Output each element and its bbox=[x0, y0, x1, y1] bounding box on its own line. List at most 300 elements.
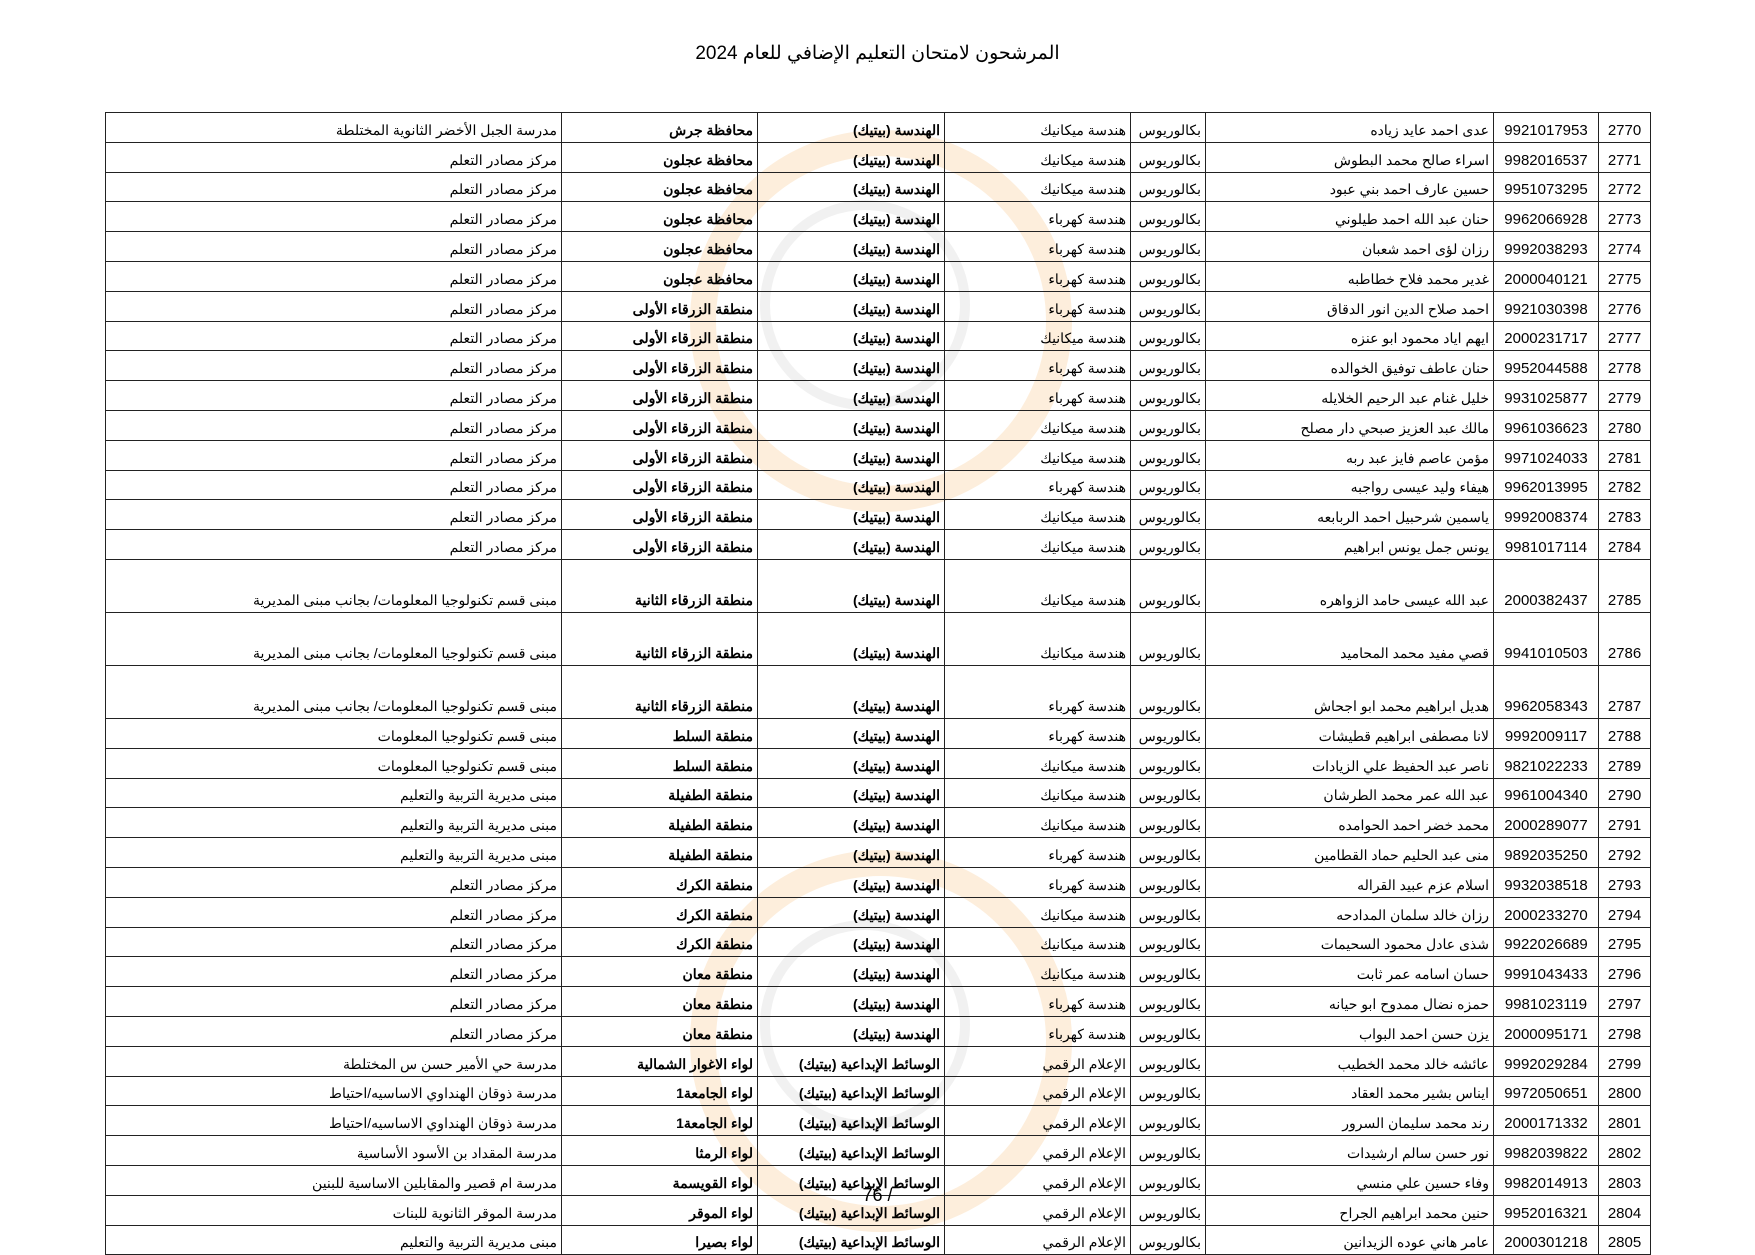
national-id-cell: 2000095171 bbox=[1494, 1016, 1599, 1046]
row-number-cell: 2786 bbox=[1599, 612, 1651, 665]
degree-cell: بكالوريوس bbox=[1131, 1136, 1206, 1166]
major-cell: هندسة ميكانيك bbox=[945, 410, 1131, 440]
table-row bbox=[106, 351, 1651, 381]
table-row bbox=[106, 1016, 1651, 1046]
degree-cell: بكالوريوس bbox=[1131, 1046, 1206, 1076]
table-row bbox=[106, 381, 1651, 411]
candidate-name-cell: حنان عاطف توفيق الخوالده bbox=[1206, 351, 1494, 381]
region-cell: محافظة عجلون bbox=[562, 142, 758, 172]
national-id-cell: 9941010503 bbox=[1494, 612, 1599, 665]
degree-cell: بكالوريوس bbox=[1131, 867, 1206, 897]
national-id-cell: 9931025877 bbox=[1494, 381, 1599, 411]
exam-center-cell: مدرسة حي الأمير حسن س المختلطة bbox=[106, 1046, 562, 1076]
faculty-cell: الهندسة (بيتيك) bbox=[758, 867, 945, 897]
national-id-cell: 9992008374 bbox=[1494, 500, 1599, 530]
national-id-cell: 9952044588 bbox=[1494, 351, 1599, 381]
row-number-cell: 2790 bbox=[1599, 778, 1651, 808]
candidate-name-cell: منى عبد الحليم حماد القطامين bbox=[1206, 838, 1494, 868]
degree-cell: بكالوريوس bbox=[1131, 321, 1206, 351]
candidate-name-cell: يزن حسن احمد البواب bbox=[1206, 1016, 1494, 1046]
degree-cell: بكالوريوس bbox=[1131, 1106, 1206, 1136]
degree-cell: بكالوريوس bbox=[1131, 748, 1206, 778]
candidate-name-cell: احمد صلاح الدين انور الدقاق bbox=[1206, 291, 1494, 321]
row-number-cell: 2797 bbox=[1599, 987, 1651, 1017]
table-row bbox=[106, 291, 1651, 321]
page-number: 76 / bbox=[862, 1185, 893, 1205]
row-number-cell: 2775 bbox=[1599, 261, 1651, 291]
candidate-name-cell: حسين عارف احمد بني عبود bbox=[1206, 172, 1494, 202]
table-row bbox=[106, 1046, 1651, 1076]
exam-center-cell: مبنى مديرية التربية والتعليم bbox=[106, 808, 562, 838]
major-cell: هندسة كهرباء bbox=[945, 202, 1131, 232]
faculty-cell: الوسائط الإبداعية (بيتيك) bbox=[758, 1046, 945, 1076]
degree-cell: بكالوريوس bbox=[1131, 440, 1206, 470]
row-number-cell: 2770 bbox=[1599, 113, 1651, 143]
national-id-cell: 9991043433 bbox=[1494, 957, 1599, 987]
faculty-cell: الوسائط الإبداعية (بيتيك) bbox=[758, 1136, 945, 1166]
table-body bbox=[106, 113, 1651, 1255]
candidate-name-cell: حنين محمد ابراهيم الجراح bbox=[1206, 1195, 1494, 1225]
table-row bbox=[106, 500, 1651, 530]
national-id-cell: 9982039822 bbox=[1494, 1136, 1599, 1166]
candidate-name-cell: ايناس بشير محمد العقاد bbox=[1206, 1076, 1494, 1106]
row-number-cell: 2777 bbox=[1599, 321, 1651, 351]
major-cell: هندسة ميكانيك bbox=[945, 927, 1131, 957]
candidate-name-cell: قصي مفيد محمد المحاميد bbox=[1206, 612, 1494, 665]
region-cell: محافظة جرش bbox=[562, 113, 758, 143]
faculty-cell: الهندسة (بيتيك) bbox=[758, 987, 945, 1017]
degree-cell: بكالوريوس bbox=[1131, 665, 1206, 718]
national-id-cell: 9992029284 bbox=[1494, 1046, 1599, 1076]
row-number-cell: 2778 bbox=[1599, 351, 1651, 381]
region-cell: منطقة الطفيلة bbox=[562, 808, 758, 838]
national-id-cell: 9992038293 bbox=[1494, 232, 1599, 262]
candidate-name-cell: عبد الله عمر محمد الطرشان bbox=[1206, 778, 1494, 808]
major-cell: الإعلام الرقمي bbox=[945, 1106, 1131, 1136]
national-id-cell: 9972050651 bbox=[1494, 1076, 1599, 1106]
table-row bbox=[106, 232, 1651, 262]
table-row bbox=[106, 665, 1651, 718]
national-id-cell: 2000233270 bbox=[1494, 897, 1599, 927]
degree-cell: بكالوريوس bbox=[1131, 172, 1206, 202]
degree-cell: بكالوريوس bbox=[1131, 232, 1206, 262]
degree-cell: بكالوريوس bbox=[1131, 808, 1206, 838]
exam-center-cell: مركز مصادر التعلم bbox=[106, 172, 562, 202]
region-cell: محافظة عجلون bbox=[562, 202, 758, 232]
candidate-name-cell: هديل ابراهيم محمد ابو اجحاش bbox=[1206, 665, 1494, 718]
table-row bbox=[106, 1076, 1651, 1106]
faculty-cell: الوسائط الإبداعية (بيتيك) bbox=[758, 1225, 945, 1255]
exam-center-cell: مركز مصادر التعلم bbox=[106, 867, 562, 897]
table-row bbox=[106, 410, 1651, 440]
exam-center-cell: مركز مصادر التعلم bbox=[106, 381, 562, 411]
national-id-cell: 2000289077 bbox=[1494, 808, 1599, 838]
row-number-cell: 2801 bbox=[1599, 1106, 1651, 1136]
row-number-cell: 2773 bbox=[1599, 202, 1651, 232]
candidate-name-cell: عامر هاني عوده الزيدانين bbox=[1206, 1225, 1494, 1255]
table-row bbox=[106, 987, 1651, 1017]
row-number-cell: 2789 bbox=[1599, 748, 1651, 778]
faculty-cell: الهندسة (بيتيك) bbox=[758, 612, 945, 665]
faculty-cell: الهندسة (بيتيك) bbox=[758, 381, 945, 411]
region-cell: منطقة الزرقاء الأولى bbox=[562, 351, 758, 381]
candidate-name-cell: حسان اسامه عمر ثابت bbox=[1206, 957, 1494, 987]
exam-center-cell: مركز مصادر التعلم bbox=[106, 530, 562, 560]
region-cell: منطقة الزرقاء الأولى bbox=[562, 410, 758, 440]
faculty-cell: الهندسة (بيتيك) bbox=[758, 1016, 945, 1046]
candidate-name-cell: مالك عبد العزيز صبحي دار مصلح bbox=[1206, 410, 1494, 440]
faculty-cell: الهندسة (بيتيك) bbox=[758, 351, 945, 381]
faculty-cell: الهندسة (بيتيك) bbox=[758, 321, 945, 351]
region-cell: لواء الرمثا bbox=[562, 1136, 758, 1166]
exam-center-cell: مركز مصادر التعلم bbox=[106, 410, 562, 440]
faculty-cell: الهندسة (بيتيك) bbox=[758, 927, 945, 957]
degree-cell: بكالوريوس bbox=[1131, 202, 1206, 232]
region-cell: لواء الجامعة1 bbox=[562, 1106, 758, 1136]
exam-center-cell: مدرسة الجبل الأخضر الثانوية المختلطة bbox=[106, 113, 562, 143]
exam-center-cell: مركز مصادر التعلم bbox=[106, 927, 562, 957]
row-number-cell: 2798 bbox=[1599, 1016, 1651, 1046]
region-cell: لواء الموقر bbox=[562, 1195, 758, 1225]
national-id-cell: 9981023119 bbox=[1494, 987, 1599, 1017]
major-cell: الإعلام الرقمي bbox=[945, 1076, 1131, 1106]
national-id-cell: 2000171332 bbox=[1494, 1106, 1599, 1136]
region-cell: منطقة الزرقاء الأولى bbox=[562, 291, 758, 321]
major-cell: هندسة كهرباء bbox=[945, 987, 1131, 1017]
row-number-cell: 2788 bbox=[1599, 718, 1651, 748]
region-cell: منطقة الزرقاء الثانية bbox=[562, 665, 758, 718]
region-cell: منطقة الزرقاء الأولى bbox=[562, 500, 758, 530]
row-number-cell: 2792 bbox=[1599, 838, 1651, 868]
region-cell: منطقة السلط bbox=[562, 748, 758, 778]
national-id-cell: 9921017953 bbox=[1494, 113, 1599, 143]
faculty-cell: الهندسة (بيتيك) bbox=[758, 232, 945, 262]
candidate-name-cell: محمد خضر احمد الحوامده bbox=[1206, 808, 1494, 838]
major-cell: هندسة كهرباء bbox=[945, 291, 1131, 321]
candidate-name-cell: نور حسن سالم ارشيدات bbox=[1206, 1136, 1494, 1166]
exam-center-cell: مركز مصادر التعلم bbox=[106, 440, 562, 470]
candidate-name-cell: عبد الله عيسى حامد الزواهره bbox=[1206, 559, 1494, 612]
row-number-cell: 2805 bbox=[1599, 1225, 1651, 1255]
candidate-name-cell: رزان لؤى احمد شعبان bbox=[1206, 232, 1494, 262]
row-number-cell: 2782 bbox=[1599, 470, 1651, 500]
exam-center-cell: مركز مصادر التعلم bbox=[106, 897, 562, 927]
major-cell: هندسة ميكانيك bbox=[945, 172, 1131, 202]
degree-cell: بكالوريوس bbox=[1131, 410, 1206, 440]
table-row bbox=[106, 838, 1651, 868]
degree-cell: بكالوريوس bbox=[1131, 838, 1206, 868]
exam-center-cell: مبنى قسم تكنولوجيا المعلومات bbox=[106, 718, 562, 748]
candidate-name-cell: حنان عبد الله احمد طيلوني bbox=[1206, 202, 1494, 232]
national-id-cell: 9892035250 bbox=[1494, 838, 1599, 868]
row-number-cell: 2794 bbox=[1599, 897, 1651, 927]
major-cell: هندسة ميكانيك bbox=[945, 808, 1131, 838]
faculty-cell: الوسائط الإبداعية (بيتيك) bbox=[758, 1106, 945, 1136]
region-cell: منطقة الكرك bbox=[562, 867, 758, 897]
candidate-name-cell: يونس جمل يونس ابراهيم bbox=[1206, 530, 1494, 560]
major-cell: الإعلام الرقمي bbox=[945, 1136, 1131, 1166]
table-row bbox=[106, 957, 1651, 987]
national-id-cell: 9961036623 bbox=[1494, 410, 1599, 440]
candidate-name-cell: غدير محمد فلاح خطاطبه bbox=[1206, 261, 1494, 291]
region-cell: منطقة السلط bbox=[562, 718, 758, 748]
degree-cell: بكالوريوس bbox=[1131, 500, 1206, 530]
national-id-cell: 2000040121 bbox=[1494, 261, 1599, 291]
faculty-cell: الهندسة (بيتيك) bbox=[758, 440, 945, 470]
exam-center-cell: مركز مصادر التعلم bbox=[106, 957, 562, 987]
major-cell: هندسة كهرباء bbox=[945, 718, 1131, 748]
exam-center-cell: مدرسة الموقر الثانوية للبنات bbox=[106, 1195, 562, 1225]
candidate-name-cell: رزان خالد سلمان المدادحه bbox=[1206, 897, 1494, 927]
degree-cell: بكالوريوس bbox=[1131, 113, 1206, 143]
national-id-cell: 9961004340 bbox=[1494, 778, 1599, 808]
region-cell: منطقة الطفيلة bbox=[562, 778, 758, 808]
degree-cell: بكالوريوس bbox=[1131, 381, 1206, 411]
table-row bbox=[106, 778, 1651, 808]
candidate-name-cell: ايهم اياد محمود ابو عنزه bbox=[1206, 321, 1494, 351]
page-title: المرشحون لامتحان التعليم الإضافي للعام 2024 bbox=[695, 43, 1060, 64]
exam-center-cell: مدرسة ام قصير والمقابلين الاساسية للبنين bbox=[106, 1165, 562, 1195]
region-cell: لواء بصيرا bbox=[562, 1225, 758, 1255]
region-cell: منطقة الزرقاء الثانية bbox=[562, 612, 758, 665]
table-row bbox=[106, 897, 1651, 927]
row-number-cell: 2795 bbox=[1599, 927, 1651, 957]
exam-center-cell: مركز مصادر التعلم bbox=[106, 261, 562, 291]
table-row bbox=[106, 748, 1651, 778]
faculty-cell: الهندسة (بيتيك) bbox=[758, 957, 945, 987]
national-id-cell: 2000231717 bbox=[1494, 321, 1599, 351]
degree-cell: بكالوريوس bbox=[1131, 897, 1206, 927]
faculty-cell: الهندسة (بيتيك) bbox=[758, 559, 945, 612]
candidates-table bbox=[105, 112, 1651, 1255]
region-cell: منطقة الزرقاء الأولى bbox=[562, 530, 758, 560]
exam-center-cell: مركز مصادر التعلم bbox=[106, 142, 562, 172]
faculty-cell: الهندسة (بيتيك) bbox=[758, 291, 945, 321]
table-row bbox=[106, 321, 1651, 351]
degree-cell: بكالوريوس bbox=[1131, 987, 1206, 1017]
table-row bbox=[106, 559, 1651, 612]
candidate-name-cell: وفاء حسين علي منسي bbox=[1206, 1165, 1494, 1195]
major-cell: هندسة كهرباء bbox=[945, 867, 1131, 897]
faculty-cell: الهندسة (بيتيك) bbox=[758, 202, 945, 232]
major-cell: هندسة ميكانيك bbox=[945, 748, 1131, 778]
degree-cell: بكالوريوس bbox=[1131, 1165, 1206, 1195]
table-row bbox=[106, 261, 1651, 291]
table-row bbox=[106, 867, 1651, 897]
row-number-cell: 2785 bbox=[1599, 559, 1651, 612]
row-number-cell: 2776 bbox=[1599, 291, 1651, 321]
faculty-cell: الهندسة (بيتيك) bbox=[758, 665, 945, 718]
row-number-cell: 2803 bbox=[1599, 1165, 1651, 1195]
row-number-cell: 2787 bbox=[1599, 665, 1651, 718]
degree-cell: بكالوريوس bbox=[1131, 470, 1206, 500]
candidate-name-cell: خليل غنام عبد الرحيم الخلايله bbox=[1206, 381, 1494, 411]
region-cell: منطقة الزرقاء الأولى bbox=[562, 321, 758, 351]
row-number-cell: 2780 bbox=[1599, 410, 1651, 440]
major-cell: هندسة ميكانيك bbox=[945, 321, 1131, 351]
row-number-cell: 2781 bbox=[1599, 440, 1651, 470]
faculty-cell: الهندسة (بيتيك) bbox=[758, 500, 945, 530]
region-cell: منطقة الزرقاء الأولى bbox=[562, 381, 758, 411]
national-id-cell: 9921030398 bbox=[1494, 291, 1599, 321]
faculty-cell: الهندسة (بيتيك) bbox=[758, 142, 945, 172]
table-row bbox=[106, 612, 1651, 665]
faculty-cell: الهندسة (بيتيك) bbox=[758, 261, 945, 291]
exam-center-cell: مبنى مديرية التربية والتعليم bbox=[106, 778, 562, 808]
degree-cell: بكالوريوس bbox=[1131, 1016, 1206, 1046]
row-number-cell: 2772 bbox=[1599, 172, 1651, 202]
national-id-cell: 9962013995 bbox=[1494, 470, 1599, 500]
major-cell: هندسة ميكانيك bbox=[945, 559, 1131, 612]
faculty-cell: الهندسة (بيتيك) bbox=[758, 172, 945, 202]
exam-center-cell: مدرسة المقداد بن الأسود الأساسية bbox=[106, 1136, 562, 1166]
national-id-cell: 9951073295 bbox=[1494, 172, 1599, 202]
major-cell: هندسة ميكانيك bbox=[945, 142, 1131, 172]
row-number-cell: 2802 bbox=[1599, 1136, 1651, 1166]
candidate-name-cell: ناصر عبد الحفيظ علي الزيادات bbox=[1206, 748, 1494, 778]
major-cell: الإعلام الرقمي bbox=[945, 1046, 1131, 1076]
exam-center-cell: مدرسة ذوقان الهنداوي الاساسيه/احتياط bbox=[106, 1076, 562, 1106]
national-id-cell: 9821022233 bbox=[1494, 748, 1599, 778]
exam-center-cell: مركز مصادر التعلم bbox=[106, 987, 562, 1017]
degree-cell: بكالوريوس bbox=[1131, 957, 1206, 987]
exam-center-cell: مبنى قسم تكنولوجيا المعلومات/ بجانب مبنى المديرية bbox=[106, 665, 562, 718]
faculty-cell: الهندسة (بيتيك) bbox=[758, 530, 945, 560]
region-cell: محافظة عجلون bbox=[562, 232, 758, 262]
candidate-name-cell: هيفاء وليد عيسى رواجبه bbox=[1206, 470, 1494, 500]
major-cell: هندسة كهرباء bbox=[945, 381, 1131, 411]
region-cell: منطقة الكرك bbox=[562, 897, 758, 927]
candidate-name-cell: اسلام عزم عبيد القراله bbox=[1206, 867, 1494, 897]
major-cell: هندسة كهرباء bbox=[945, 470, 1131, 500]
degree-cell: بكالوريوس bbox=[1131, 778, 1206, 808]
candidate-name-cell: اسراء صالح محمد البطوش bbox=[1206, 142, 1494, 172]
major-cell: هندسة كهرباء bbox=[945, 665, 1131, 718]
exam-center-cell: مركز مصادر التعلم bbox=[106, 321, 562, 351]
candidate-name-cell: حمزه نضال ممدوح ابو حيانه bbox=[1206, 987, 1494, 1017]
degree-cell: بكالوريوس bbox=[1131, 559, 1206, 612]
degree-cell: بكالوريوس bbox=[1131, 1225, 1206, 1255]
faculty-cell: الهندسة (بيتيك) bbox=[758, 113, 945, 143]
major-cell: هندسة كهرباء bbox=[945, 261, 1131, 291]
region-cell: منطقة الكرك bbox=[562, 927, 758, 957]
candidate-name-cell: مؤمن عاصم فايز عبد ربه bbox=[1206, 440, 1494, 470]
major-cell: الإعلام الرقمي bbox=[945, 1195, 1131, 1225]
major-cell: هندسة ميكانيك bbox=[945, 530, 1131, 560]
row-number-cell: 2800 bbox=[1599, 1076, 1651, 1106]
table-row bbox=[106, 440, 1651, 470]
candidate-name-cell: ياسمين شرحبيل احمد الربابعه bbox=[1206, 500, 1494, 530]
candidate-name-cell: عائشه خالد محمد الخطيب bbox=[1206, 1046, 1494, 1076]
degree-cell: بكالوريوس bbox=[1131, 142, 1206, 172]
major-cell: هندسة ميكانيك bbox=[945, 500, 1131, 530]
national-id-cell: 2000382437 bbox=[1494, 559, 1599, 612]
row-number-cell: 2799 bbox=[1599, 1046, 1651, 1076]
major-cell: هندسة ميكانيك bbox=[945, 897, 1131, 927]
faculty-cell: الوسائط الإبداعية (بيتيك) bbox=[758, 1195, 945, 1225]
degree-cell: بكالوريوس bbox=[1131, 718, 1206, 748]
faculty-cell: الوسائط الإبداعية (بيتيك) bbox=[758, 1165, 945, 1195]
region-cell: منطقة الزرقاء الأولى bbox=[562, 440, 758, 470]
faculty-cell: الهندسة (بيتيك) bbox=[758, 410, 945, 440]
table-row bbox=[106, 470, 1651, 500]
exam-center-cell: مركز مصادر التعلم bbox=[106, 500, 562, 530]
region-cell: لواء الجامعة1 bbox=[562, 1076, 758, 1106]
row-number-cell: 2784 bbox=[1599, 530, 1651, 560]
faculty-cell: الوسائط الإبداعية (بيتيك) bbox=[758, 1076, 945, 1106]
degree-cell: بكالوريوس bbox=[1131, 291, 1206, 321]
row-number-cell: 2783 bbox=[1599, 500, 1651, 530]
major-cell: هندسة كهرباء bbox=[945, 1016, 1131, 1046]
major-cell: هندسة ميكانيك bbox=[945, 957, 1131, 987]
national-id-cell: 9982014913 bbox=[1494, 1165, 1599, 1195]
candidate-name-cell: شذى عادل محمود السحيمات bbox=[1206, 927, 1494, 957]
degree-cell: بكالوريوس bbox=[1131, 927, 1206, 957]
degree-cell: بكالوريوس bbox=[1131, 530, 1206, 560]
major-cell: هندسة ميكانيك bbox=[945, 778, 1131, 808]
major-cell: هندسة ميكانيك bbox=[945, 440, 1131, 470]
region-cell: منطقة الطفيلة bbox=[562, 838, 758, 868]
national-id-cell: 9922026689 bbox=[1494, 927, 1599, 957]
faculty-cell: الهندسة (بيتيك) bbox=[758, 718, 945, 748]
region-cell: منطقة معان bbox=[562, 1016, 758, 1046]
row-number-cell: 2771 bbox=[1599, 142, 1651, 172]
exam-center-cell: مركز مصادر التعلم bbox=[106, 202, 562, 232]
national-id-cell: 9971024033 bbox=[1494, 440, 1599, 470]
national-id-cell: 9962058343 bbox=[1494, 665, 1599, 718]
row-number-cell: 2804 bbox=[1599, 1195, 1651, 1225]
candidate-name-cell: عدى احمد عايد زياده bbox=[1206, 113, 1494, 143]
region-cell: محافظة عجلون bbox=[562, 261, 758, 291]
national-id-cell: 9962066928 bbox=[1494, 202, 1599, 232]
exam-center-cell: مبنى مديرية التربية والتعليم bbox=[106, 838, 562, 868]
table-row bbox=[106, 530, 1651, 560]
major-cell: الإعلام الرقمي bbox=[945, 1225, 1131, 1255]
exam-center-cell: مبنى قسم تكنولوجيا المعلومات/ بجانب مبنى المديرية bbox=[106, 612, 562, 665]
table-row bbox=[106, 142, 1651, 172]
table-row bbox=[106, 172, 1651, 202]
table-row bbox=[106, 1106, 1651, 1136]
degree-cell: بكالوريوس bbox=[1131, 1195, 1206, 1225]
row-number-cell: 2796 bbox=[1599, 957, 1651, 987]
faculty-cell: الهندسة (بيتيك) bbox=[758, 778, 945, 808]
major-cell: هندسة ميكانيك bbox=[945, 113, 1131, 143]
faculty-cell: الهندسة (بيتيك) bbox=[758, 808, 945, 838]
exam-center-cell: مركز مصادر التعلم bbox=[106, 351, 562, 381]
degree-cell: بكالوريوس bbox=[1131, 261, 1206, 291]
faculty-cell: الهندسة (بيتيك) bbox=[758, 748, 945, 778]
national-id-cell: 9981017114 bbox=[1494, 530, 1599, 560]
national-id-cell: 9952016321 bbox=[1494, 1195, 1599, 1225]
degree-cell: بكالوريوس bbox=[1131, 351, 1206, 381]
region-cell: لواء القويسمة bbox=[562, 1165, 758, 1195]
region-cell: منطقة معان bbox=[562, 987, 758, 1017]
degree-cell: بكالوريوس bbox=[1131, 612, 1206, 665]
exam-center-cell: مبنى قسم تكنولوجيا المعلومات bbox=[106, 748, 562, 778]
exam-center-cell: مدرسة ذوقان الهنداوي الاساسيه/احتياط bbox=[106, 1106, 562, 1136]
row-number-cell: 2793 bbox=[1599, 867, 1651, 897]
national-id-cell: 9992009117 bbox=[1494, 718, 1599, 748]
exam-center-cell: مركز مصادر التعلم bbox=[106, 291, 562, 321]
exam-center-cell: مبنى قسم تكنولوجيا المعلومات/ بجانب مبنى المديرية bbox=[106, 559, 562, 612]
region-cell: محافظة عجلون bbox=[562, 172, 758, 202]
major-cell: هندسة كهرباء bbox=[945, 838, 1131, 868]
table-row bbox=[106, 113, 1651, 143]
exam-center-cell: مركز مصادر التعلم bbox=[106, 232, 562, 262]
national-id-cell: 9932038518 bbox=[1494, 867, 1599, 897]
exam-center-cell: مركز مصادر التعلم bbox=[106, 1016, 562, 1046]
table-row bbox=[106, 927, 1651, 957]
